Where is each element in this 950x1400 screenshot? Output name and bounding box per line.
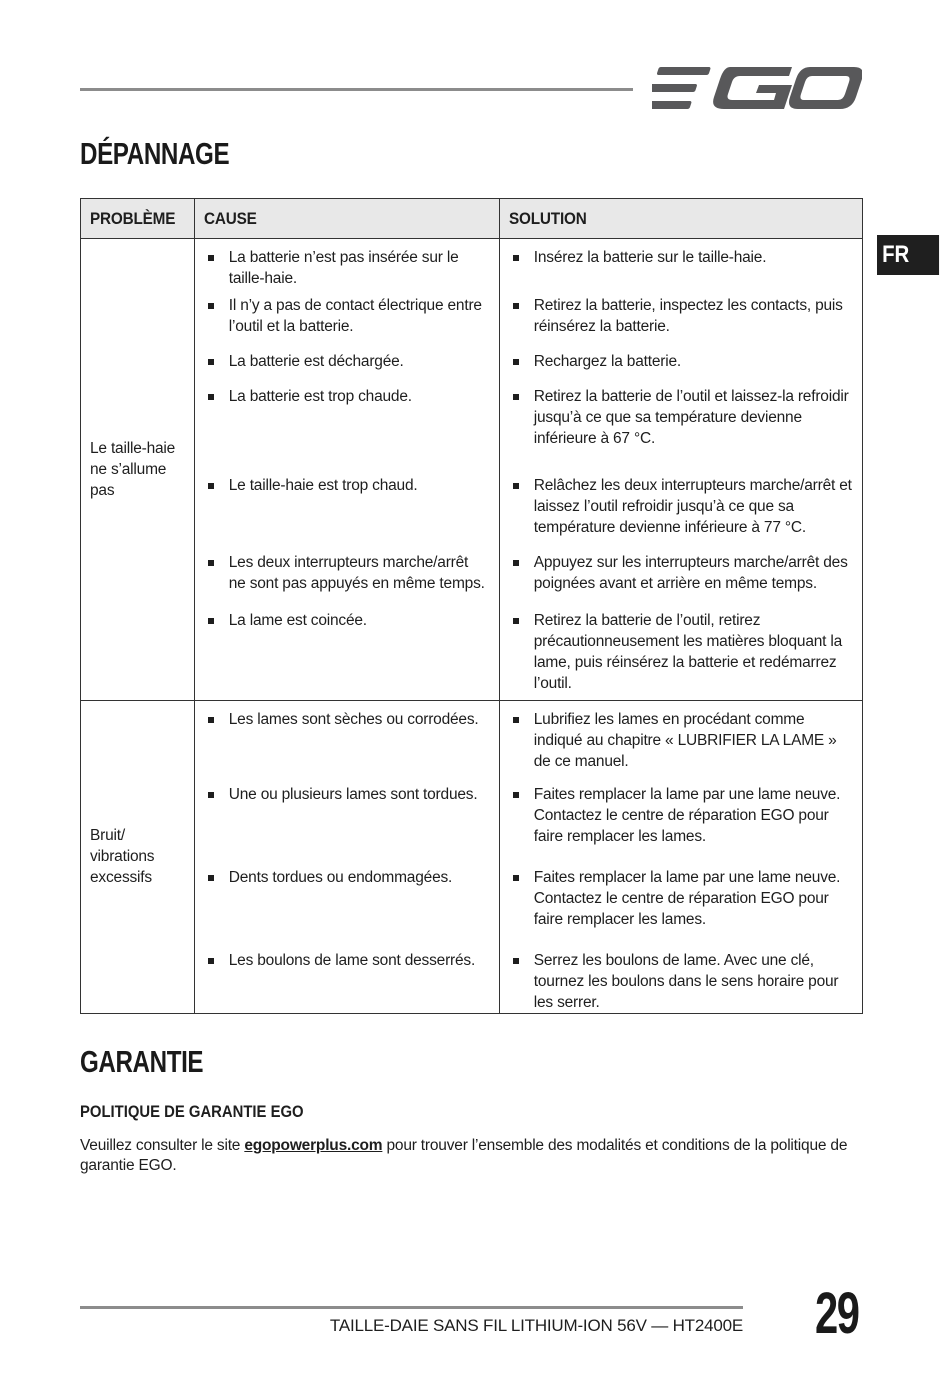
table-row	[81, 610, 863, 701]
warranty-link[interactable]: egopowerplus.com	[244, 1137, 383, 1154]
solution-item: Relâchez les deux interrupteurs marche/arrêt et laissez l’outil refroidir jusqu’à ce que sa température devienne inférieure à 77 °C.	[500, 475, 862, 538]
warranty-text-before: Veuillez consulter le site	[80, 1137, 245, 1154]
cause-item: Le taille-haie est trop chaud.	[195, 475, 499, 496]
solution-item: Lubrifiez les lames en procédant comme indiqué au chapitre « LUBRIFIER LA LAME » de ce manuel.	[500, 709, 862, 772]
solution-item: Faites remplacer la lame par une lame neuve. Contactez le centre de réparation EGO pour faire remplacer les lames.	[500, 784, 862, 847]
warranty-text-after: pour trouver l’ensemble des modalités et conditions de la politique de garantie EGO.	[80, 1137, 848, 1174]
header-rule	[80, 88, 633, 91]
header-solution: SOLUTION	[499, 199, 862, 239]
solution-item: Appuyez sur les interrupteurs marche/arrêt des poignées avant et arrière en même temps.	[500, 552, 862, 594]
page-number: 29	[815, 1281, 859, 1346]
cause-item: Une ou plusieurs lames sont tordues.	[195, 784, 499, 805]
problem-cell: Bruit/ vibrations excessifs	[81, 701, 195, 1014]
solution-item: Retirez la batterie, inspectez les contacts, puis réinsérez la batterie.	[500, 295, 862, 337]
cause-item: Il n’y a pas de contact électrique entre l’outil et la batterie.	[195, 295, 499, 337]
header-problem: PROBLÈME	[81, 199, 195, 239]
troubleshooting-table	[80, 198, 863, 1014]
solution-item: Retirez la batterie de l’outil, retirez précautionneusement les matières bloquant la lame, puis réinsérez la batterie et redémarrez l’outil.	[500, 610, 862, 694]
table-header-row	[81, 199, 863, 239]
table-row	[81, 295, 863, 351]
table-row	[81, 552, 863, 610]
table-row	[81, 784, 863, 867]
cause-item: Dents tordues ou endommagées.	[195, 867, 499, 888]
solution-item: Faites remplacer la lame par une lame neuve. Contactez le centre de réparation EGO pour faire remplacer les lames.	[500, 867, 862, 930]
table-row	[81, 950, 863, 1014]
solution-item: Retirez la batterie de l’outil et laissez-la refroidir jusqu’à ce que sa température devienne inférieure à 67 °C.	[500, 386, 862, 449]
table-row	[81, 867, 863, 950]
solution-item: Insérez la batterie sur le taille-haie.	[500, 247, 862, 268]
cause-item: La batterie est déchargée.	[195, 351, 499, 372]
troubleshooting-title: DÉPANNAGE	[80, 136, 230, 171]
solution-item: Rechargez la batterie.	[500, 351, 862, 372]
warranty-title: GARANTIE	[80, 1044, 204, 1079]
footer-rule	[80, 1306, 743, 1309]
cause-item: Les lames sont sèches ou corrodées.	[195, 709, 499, 730]
cause-item: La batterie est trop chaude.	[195, 386, 499, 407]
footer-product: TAILLE-DAIE SANS FIL LITHIUM-ION 56V — HT2400E	[329, 1316, 743, 1335]
warranty-subtitle: POLITIQUE DE GARANTIE EGO	[80, 1103, 304, 1121]
language-tab: FR	[877, 235, 939, 275]
cause-item: Les boulons de lame sont desserrés.	[195, 950, 499, 971]
header-cause: CAUSE	[194, 199, 499, 239]
table-row	[81, 475, 863, 552]
table-row	[81, 239, 863, 295]
cause-item: La lame est coincée.	[195, 610, 499, 631]
ego-logo	[652, 64, 862, 112]
cause-item: Les deux interrupteurs marche/arrêt ne sont pas appuyés en même temps.	[195, 552, 499, 594]
problem-cell: Le taille-haie ne s’allume pas	[81, 239, 195, 701]
table-row	[81, 351, 863, 386]
warranty-paragraph	[80, 1136, 850, 1176]
table-row	[81, 701, 863, 784]
cause-item: La batterie n’est pas insérée sur le taille-haie.	[195, 247, 499, 289]
solution-item: Serrez les boulons de lame. Avec une clé, tournez les boulons dans le sens horaire pour les serrer.	[500, 950, 862, 1013]
table-row	[81, 386, 863, 475]
